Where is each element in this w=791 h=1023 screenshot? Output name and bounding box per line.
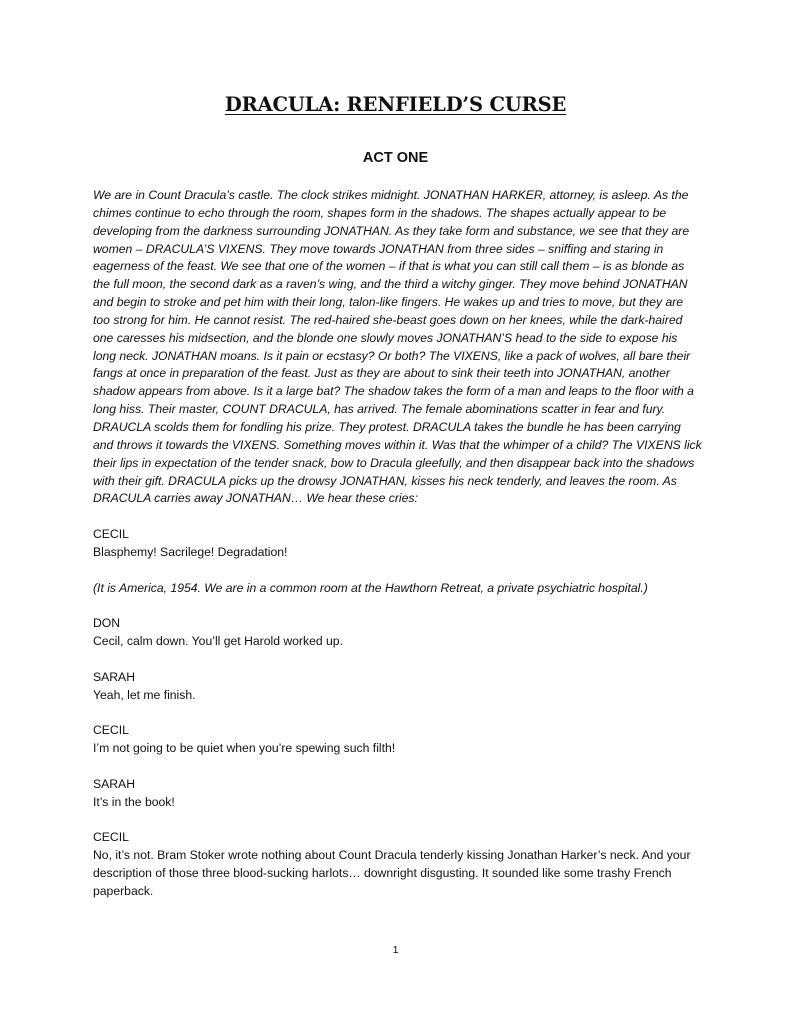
dialogue-block <box>93 722 703 758</box>
opening-stage-direction: We are in Count Dracula’s castle. The clock strikes midnight. JONATHAN HARKER, attorney, is asleep. As the chimes continue to echo through the room, shapes form in the shadows. The shapes actually appear to be developing from the darkness surrounding JONATHAN. As they take form and substance, we see that they are women – DRACULA’S VIXENS. They move towards JONATHAN from three sides – sniffing and staring in eagerness of the feast. We see that one of the women – if that is what you can still call them – is as blonde as the full moon, the second dark as a raven’s wing, and the third a witchy ginger. They move behind JONATHAN and begin to stroke and pet him with their long, talon-like fingers. He wakes up and tries to move, but they are too strong for him. He cannot resist. The red-haired she-beast goes down on her knees, while the dark-haired one caresses his midsection, and the blonde one slowly moves JONATHAN’S head to the side to expose his long neck. JONATHAN moans. Is it pain or ecstasy? Or both? The VIXENS, like a pack of wolves, all bare their fangs at once in preparation of the feast. Just as they are about to sink their teeth into JONATHAN, another shadow appears from above. Is it a large bat? The shadow takes the form of a man and leaps to the floor with a long hiss. Their master, COUNT DRACULA, has arrived. The female abominations scatter in fear and fury. DRAUCLA scolds them for fondling his prize. They protest. DRACULA takes the bundle he has been carrying and throws it towards the VIXENS. Something moves within it. Was that the whimper of a child? The VIXENS lick their lips in expectation of the tender snack, bow to Dracula gleefully, and then disappear back into the shadows with their gift. DRACULA picks up the drowsy JONATHAN, kisses his neck tenderly, and leaves the room. As DRACULA carries away JONATHAN… We hear these cries: <box>93 188 702 506</box>
speaker-name: CECIL <box>93 830 129 845</box>
dialogue-block <box>93 615 703 651</box>
script-body <box>93 187 703 901</box>
spacer <box>93 812 703 830</box>
page-number: 1 <box>392 944 399 956</box>
speaker-name: SARAH <box>93 776 135 791</box>
dialogue-line: I’m not going to be quiet when you’re spewing such filth! <box>93 741 396 756</box>
spacer <box>93 597 703 615</box>
spacer <box>93 651 703 669</box>
spacer <box>93 508 703 526</box>
dialogue-block <box>93 829 703 900</box>
spacer <box>93 562 703 580</box>
speaker-name: CECIL <box>93 527 129 542</box>
spacer <box>93 758 703 776</box>
play-title: DRACULA: RENFIELD’S CURSE <box>224 93 567 116</box>
act-heading: ACT ONE <box>362 150 429 166</box>
spacer <box>93 704 703 722</box>
speaker-name: CECIL <box>93 723 129 738</box>
dialogue-line: Yeah, let me finish. <box>93 687 196 702</box>
dialogue-line: Cecil, calm down. You’ll get Harold worked up. <box>93 634 343 649</box>
dialogue-block <box>93 526 703 562</box>
dialogue-line: No, it’s not. Bram Stoker wrote nothing about Count Dracula tenderly kissing Jonathan Harker’s neck. And your description of those three blood-sucking harlots… downright disgusting. It sounded like some trashy French paperback. <box>93 848 691 898</box>
dialogue-block <box>93 669 703 705</box>
speaker-name: SARAH <box>93 669 135 684</box>
dialogue-line: Blasphemy! Sacrilege! Degradation! <box>93 544 288 559</box>
dialogue-line: It’s in the book! <box>93 794 175 809</box>
scene-stage-direction: (It is America, 1954. We are in a common room at the Hawthorn Retreat, a private psychiatric hospital.) <box>93 580 648 595</box>
speaker-name: DON <box>93 616 121 631</box>
dialogue-block <box>93 776 703 812</box>
